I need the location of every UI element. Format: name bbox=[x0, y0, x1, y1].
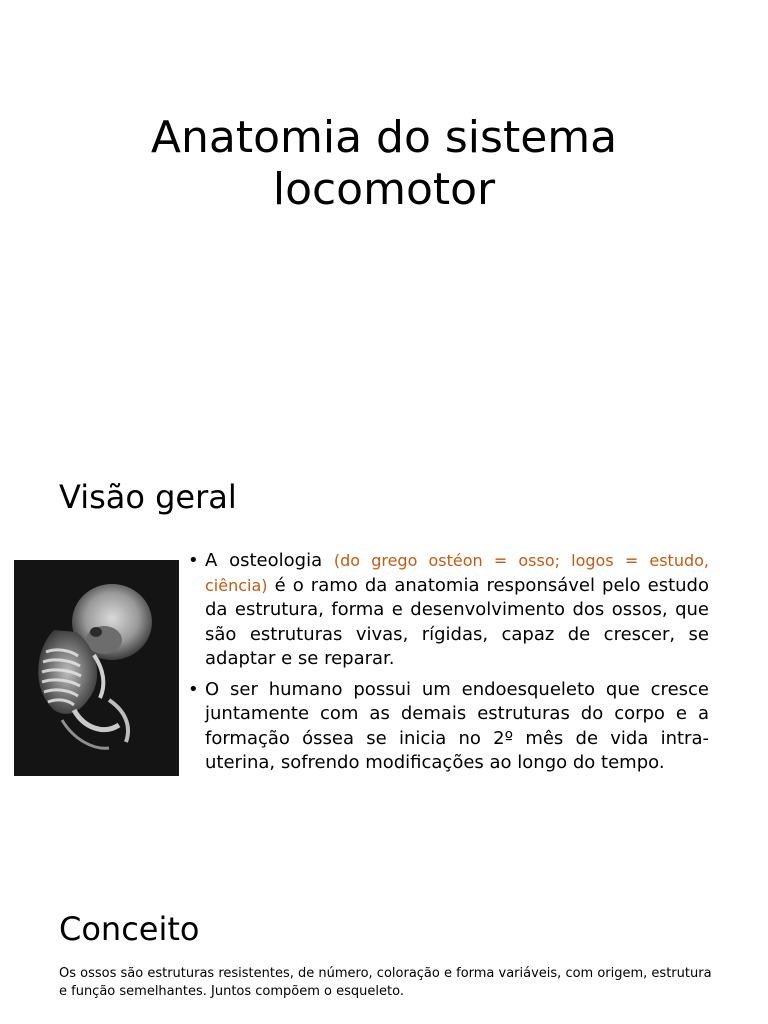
bullet-1-lead: A osteologia bbox=[205, 550, 334, 571]
overview-bullet-list bbox=[188, 549, 709, 782]
bullet-1-etymology-note: (do grego ostéon = osso; logos = estudo, ciência) bbox=[205, 551, 709, 595]
bullet-2-text: O ser humano possui um endoesqueleto que cresce juntamente com as demais estruturas do corpo e a formação óssea se inicia no 2º mês de vida intra-uterina, sofrendo modificações ao longo do tempo. bbox=[205, 678, 709, 773]
list-item bbox=[188, 549, 709, 672]
concept-paragraph: Os ossos são estruturas resistentes, de número, coloração e forma variáveis, com origem, estrutura e função semelhantes. Juntos compõem o esqueleto. bbox=[59, 966, 712, 999]
title-line-1: Anatomia do sistema bbox=[150, 112, 618, 163]
bullet-marker: • bbox=[188, 550, 199, 571]
bullet-1-rest: é o ramo da anatomia responsável pelo estudo da estrutura, forma e desenvolvimento dos ossos, que são estruturas vivas, rígidas, capaz de crescer, se adaptar e se reparar. bbox=[205, 574, 709, 669]
list-item bbox=[188, 678, 709, 776]
bullet-marker: • bbox=[188, 678, 199, 700]
fetal-skeleton-illustration bbox=[14, 560, 179, 776]
page-title bbox=[0, 112, 768, 216]
section-heading-conceito: Conceito bbox=[59, 910, 200, 948]
fetal-skeleton-image bbox=[14, 560, 179, 776]
section-heading-visao: Visão geral bbox=[59, 478, 237, 516]
title-line-2: locomotor bbox=[272, 164, 496, 215]
